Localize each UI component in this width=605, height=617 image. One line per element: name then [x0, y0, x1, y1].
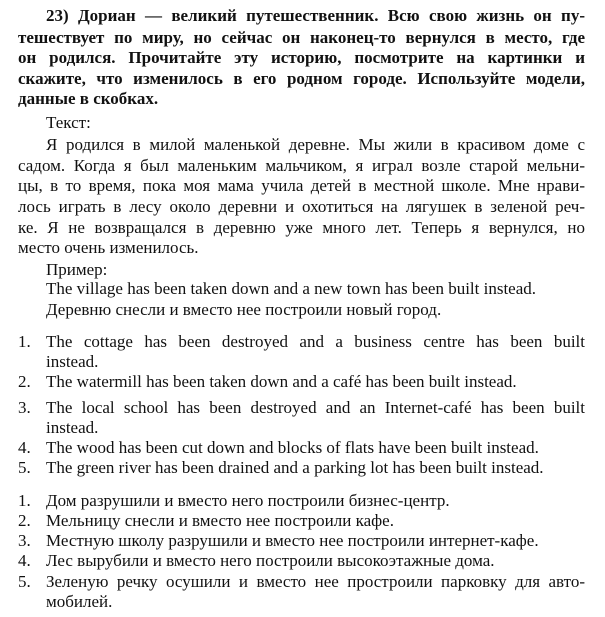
story-line: Я родился в милой маленькой деревне. Мы жили в красивом доме с — [46, 135, 585, 154]
list-item: The wood has been cut down and blocks of flats have been built instead. — [46, 438, 539, 457]
list-item: instead. — [46, 352, 99, 371]
story-line: место очень изменилось. — [18, 238, 199, 257]
text-label: Текст: — [46, 113, 91, 132]
list-item: The watermill has been taken down and a café has been built instead. — [46, 372, 517, 391]
list-number: 4. — [18, 438, 31, 457]
list-item: The cottage has been destroyed and a business centre has been built — [46, 332, 585, 351]
list-item: Зеленую речку осушили и вместо нее простроили парковку для авто- — [46, 572, 585, 591]
list-item: The green river has been drained and a parking lot has been built instead. — [46, 458, 544, 477]
list-number: 5. — [18, 458, 31, 477]
list-number: 1. — [18, 491, 31, 510]
heading-line: 23) Дориан — великий путешественник. Всю свою жизнь он пу- — [46, 6, 585, 25]
list-item: Мельницу снесли и вместо нее построили кафе. — [46, 511, 394, 530]
list-item: instead. — [46, 418, 99, 437]
example-label: Пример: — [46, 260, 108, 279]
story-line: ке. Я не возвращался в деревню уже много лет. Теперь я вернулся, но — [18, 218, 585, 237]
heading-line: данные в скобках. — [18, 89, 159, 108]
example-russian: Деревню снесли и вместо нее построили новый город. — [46, 300, 442, 319]
list-item: Местную школу разрушили и вместо нее построили интернет-кафе. — [46, 531, 539, 550]
list-number: 3. — [18, 398, 31, 417]
list-item: мобилей. — [46, 592, 113, 611]
list-number: 5. — [18, 572, 31, 591]
story-line: садом. Когда я был маленьким мальчиком, я играл возле старой мельни- — [18, 156, 585, 175]
list-number: 1. — [18, 332, 31, 351]
example-english: The village has been taken down and a new town has been built instead. — [46, 279, 537, 298]
list-number: 3. — [18, 531, 31, 550]
heading-line: скажите, что изменилось в его родном городе. Используйте модели, — [18, 69, 585, 88]
heading-line: тешествует по миру, но сейчас он наконец-то вернулся в место, где — [18, 28, 585, 47]
list-number: 2. — [18, 372, 31, 391]
heading-line: он родился. Прочитайте эту историю, посмотрите на картинки и — [18, 48, 585, 67]
list-item: Дом разрушили и вместо него построили бизнес-центр. — [46, 491, 450, 510]
story-line: лось играть в лесу около деревни и охотиться на лягушек в зеленой реч- — [18, 197, 585, 216]
list-item: The local school has been destroyed and an Internet-café has been built — [46, 398, 585, 417]
story-line: цы, в то время, пока моя мама учила детей в местной школе. Мне нрави- — [18, 176, 585, 195]
list-number: 2. — [18, 511, 31, 530]
list-number: 4. — [18, 551, 31, 570]
list-item: Лес вырубили и вместо него построили высокоэтажные дома. — [46, 551, 495, 570]
